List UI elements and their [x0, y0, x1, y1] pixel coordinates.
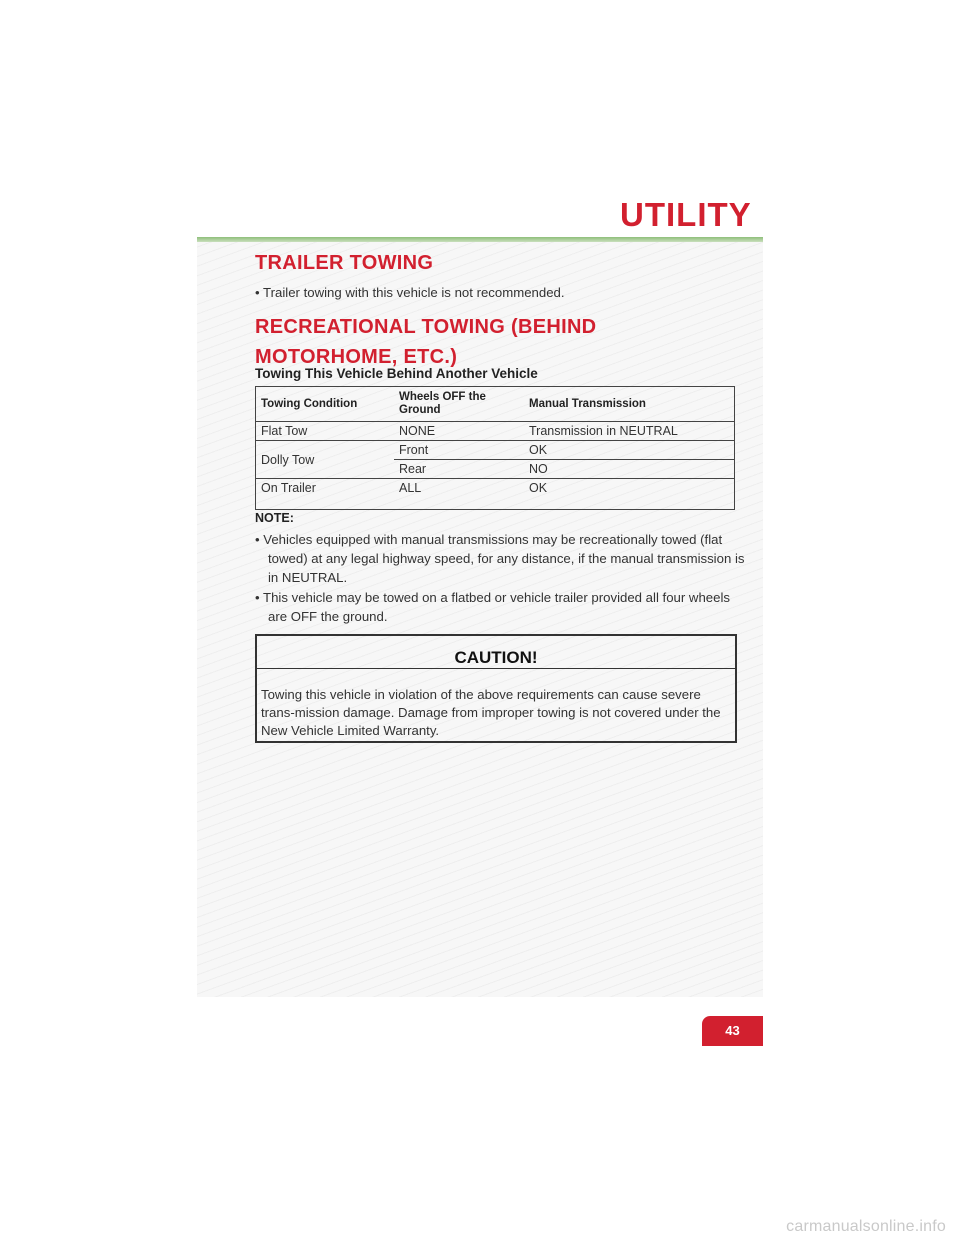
table-cell: OK: [524, 441, 735, 460]
caution-title: CAUTION!: [454, 648, 538, 667]
note-label: NOTE:: [255, 511, 294, 525]
table-cell: Dolly Tow: [256, 441, 395, 479]
table-row: [256, 479, 735, 510]
table-cell: Front: [394, 441, 524, 460]
table-cell: NONE: [394, 422, 524, 441]
table-cell: Transmission in NEUTRAL: [524, 422, 735, 441]
towing-table: [255, 386, 735, 510]
trailer-towing-heading: TRAILER TOWING: [255, 252, 434, 274]
table-row: [256, 441, 735, 460]
towing-table-title: Towing This Vehicle Behind Another Vehicle: [255, 366, 538, 381]
table-cell: ALL: [394, 479, 524, 510]
column-header: Towing Condition: [256, 387, 395, 422]
column-header: Wheels OFF the Ground: [394, 387, 524, 422]
section-title: UTILITY: [620, 196, 752, 233]
recreational-towing-heading: RECREATIONAL TOWING (BEHIND MOTORHOME, ETC.): [255, 316, 597, 368]
watermark: carmanualsonline.info: [786, 1218, 946, 1235]
caution-divider: [257, 668, 735, 669]
table-row: [256, 422, 735, 441]
page-number: 43: [702, 1016, 763, 1046]
note-bullet: • This vehicle may be towed on a flatbed or vehicle trailer provided all four wheels are OFF the ground.: [255, 590, 730, 624]
table-cell: OK: [524, 479, 735, 510]
table-cell: Rear: [394, 460, 524, 479]
table-cell: On Trailer: [256, 479, 395, 510]
caution-box: [255, 634, 737, 743]
table-header-row: [256, 387, 735, 422]
note-bullet: • Vehicles equipped with manual transmissions may be recreationally towed (flat towed) at any legal highway speed, for any distance, if the manual transmission is in NEUTRAL.: [255, 532, 745, 585]
trailer-towing-bullet: • Trailer towing with this vehicle is not recommended.: [255, 285, 565, 300]
table-cell: Flat Tow: [256, 422, 395, 441]
column-header: Manual Transmission: [524, 387, 735, 422]
header-rule: [197, 237, 763, 242]
table-cell: NO: [524, 460, 735, 479]
caution-text: Towing this vehicle in violation of the above requirements can cause severe trans-mission damage. Damage from improper towing is not covered under the New Vehicle Limited Warranty.: [261, 687, 721, 738]
